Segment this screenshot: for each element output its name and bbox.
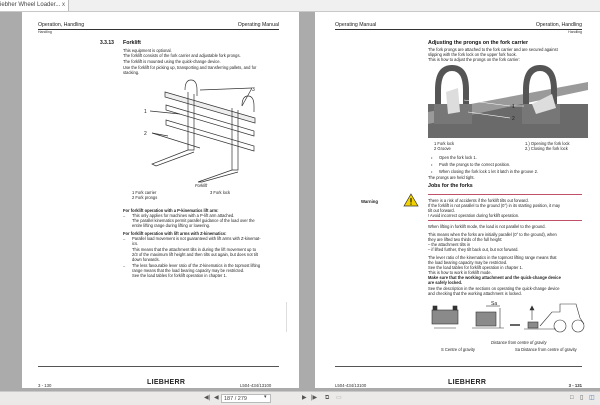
warning-line: ! Avoid incorrect operation during forklift operation. — [428, 213, 520, 218]
steps-result: The prongs are held tight. — [428, 175, 475, 180]
section-number: 3.3.13 — [100, 40, 114, 46]
centre-of-gravity-diagram — [428, 298, 588, 338]
page-dropdown-icon[interactable]: ▾ — [264, 394, 267, 400]
step-line: Push the prongs to the correct position. — [439, 162, 511, 167]
step-line: When closing the fork lock 1 let it latch in the groove 2. — [439, 169, 538, 174]
page-copy-icon[interactable]: ⧉ — [325, 395, 330, 401]
section-title: Forklift — [123, 40, 141, 46]
body-line: This means that the attachment tilts in during the lift movement up to — [132, 247, 257, 252]
intro-line: The forklift consists of the fork carrier and adjustable fork prongs. — [123, 53, 241, 58]
bold-instruction: are safely locked. — [428, 280, 463, 285]
next-page-button[interactable]: ▶ — [302, 395, 307, 401]
bullet-dot: • — [431, 155, 433, 160]
bottom-toolbar — [0, 391, 600, 405]
legend-item: 2.) Closing the fork lock — [525, 146, 568, 151]
body-line: ics. — [132, 241, 139, 246]
callout-1: 1 — [144, 109, 147, 115]
page-header-right: Operating Manual — [237, 22, 279, 28]
warning-triangle-icon — [403, 193, 419, 207]
body-line: and checking that the working attachment is locked. — [428, 291, 522, 296]
first-page-button[interactable]: ◀| — [204, 395, 211, 401]
figure-caption: Forklift — [195, 183, 208, 188]
intro-line: This equipment is optional. — [123, 48, 172, 53]
body-line: – the attachment tilts in — [428, 242, 471, 247]
jobs-title: Jobs for the forks — [428, 183, 473, 189]
body-line: This means when the forks are initially parallel (0° to the ground), when — [428, 232, 557, 237]
continuous-view-icon[interactable]: ▯ — [580, 395, 584, 401]
body-line: – if lifted further, they tilt back out, but not forward. — [428, 247, 519, 252]
legend-item: 2 Fork prongs — [132, 195, 158, 200]
body-line: The less favourable lever ratio of the Z-kinematics in the topmost lifting — [132, 263, 261, 268]
body-line: Parallel load movement is not guaranteed with lift arms with Z-kinemat- — [132, 236, 261, 241]
legend-item: 1.) Opening the fork lock — [525, 141, 570, 146]
page-number-input[interactable]: 187 / 279 — [221, 394, 271, 403]
intro-line: stacking. — [123, 70, 140, 75]
footer-page-number: 3 - 130 — [38, 383, 52, 388]
body-line: This is how to work in forklift mode. — [428, 270, 492, 275]
footer-rule — [38, 366, 279, 367]
bullet-dot: • — [431, 169, 433, 174]
legend-item: Sa Distance from centre of gravity — [515, 347, 577, 352]
photo-label-step1: 1.) — [446, 84, 452, 90]
prev-page-button[interactable]: ◀ — [214, 395, 219, 401]
body-line: The fork prongs are attached to the fork carrier and are secured against — [428, 47, 558, 52]
bold-instruction: Make sure that the working attachment and the quick-change device — [428, 275, 561, 280]
liebherr-logo: LIEBHERR — [147, 379, 186, 386]
single-page-view-icon[interactable]: □ — [570, 395, 574, 401]
body-line: See the load tables for forklift operation in chapter 1. — [132, 273, 227, 278]
body-line: the load bearing capacity may be restricted. — [428, 260, 508, 265]
bullet-dot: • — [431, 162, 433, 167]
warning-top-rule — [428, 194, 582, 195]
adjust-title: Adjusting the prongs on the fork carrier — [428, 40, 529, 46]
body-line: they are lifted two thirds of the full height: — [428, 237, 503, 242]
dash-bullet: – — [123, 213, 126, 218]
tab-bar — [0, 0, 600, 12]
warning-line: tilt out forward. — [428, 208, 455, 213]
figure-caption: Distance from centre of gravity — [491, 340, 547, 345]
footer-doc-number: L504-434/13100 — [335, 383, 367, 388]
last-page-button[interactable]: |▶ — [311, 395, 318, 401]
body-line: This is how to adjust the prongs on the fork carrier: — [428, 57, 520, 62]
footer-rule — [335, 366, 582, 367]
footer-page-number: 3 - 131 — [568, 383, 582, 388]
warning-label: Warning — [361, 199, 379, 204]
legend-item: 1 Fork lock — [434, 141, 455, 146]
sa-label: Sa — [491, 301, 498, 307]
z-kinematics-title: For forklift operation with lift arms with Z-kinematics: — [123, 231, 227, 236]
dash-bullet: – — [123, 236, 126, 241]
intro-line: Use the forklift for picking up, transporting and transferring pallets, and for — [123, 65, 257, 70]
body-line: 2/3 of the maximum lift height and then tilts out again, but does not tilt — [132, 252, 258, 257]
close-tab-icon[interactable]: x — [62, 2, 65, 8]
photo-callout-2: 2 — [512, 116, 515, 122]
body-line: When lifting in forklift mode, the load is not parallel to the ground. — [428, 224, 546, 229]
warning-bottom-rule — [428, 220, 582, 221]
page-right — [315, 12, 600, 388]
body-line: entire lifting range during lifting or lowering. — [132, 223, 211, 228]
warning-line: If the forklift is not parallel to the ground (0°) in its starting position, it may — [428, 203, 561, 208]
margin-id-mark — [286, 302, 287, 332]
fork-lock-photos — [428, 64, 588, 138]
footer-doc-number: L504-434/13100 — [240, 383, 272, 388]
step-line: Open the fork lock 1. — [439, 155, 477, 160]
forklift-diagram — [130, 78, 290, 183]
document-tab[interactable] — [0, 0, 69, 11]
body-line: See the load tables for forklift operation in chapter 1. — [428, 265, 523, 270]
page-header-left: Operation, Handling — [38, 22, 85, 28]
tab-title: iebher Wheel Loader... — [0, 2, 61, 8]
intro-line: The forklift is mounted using the quick-change device. — [123, 59, 221, 64]
legend-item: 1 Fork carrier — [132, 190, 157, 195]
callout-3: 3 — [252, 87, 255, 93]
liebherr-logo: LIEBHERR — [448, 379, 487, 386]
callout-2: 2 — [144, 131, 147, 137]
p-kinematics-title: For forklift operation with a P-kinematics lift arm: — [123, 208, 219, 213]
body-line: The parallel kinematics permit parallel guidance of the load over the — [132, 218, 255, 223]
body-line: This only applies for machines with a P-lift arm attached. — [132, 213, 235, 218]
page-left — [22, 12, 299, 388]
legend-item: 3 Fork lock — [210, 190, 231, 195]
document-viewer[interactable] — [0, 12, 600, 391]
photo-callout-1: 1 — [512, 104, 515, 110]
dash-bullet: – — [123, 263, 126, 268]
header-rule — [335, 29, 582, 30]
body-line: See the description in the sections on operating the quick-change device — [428, 286, 560, 291]
warning-line: There is a risk of accidents if the forklift tilts out forward. — [428, 198, 529, 203]
two-page-view-icon[interactable]: ◫ — [589, 395, 595, 401]
page-header-sub: Handling — [568, 30, 582, 34]
body-line: down forwards. — [132, 257, 160, 262]
page-header-left: Operating Manual — [335, 22, 377, 28]
body-line: slipping with the fork lock on the upper fork hook. — [428, 52, 517, 57]
body-line: The lever ratio of the kinematics in the topmost lifting range means that — [428, 255, 557, 260]
legend-item: 2 Groove — [434, 146, 451, 151]
header-rule — [38, 29, 279, 30]
page-header-right: Operation, Handling — [535, 22, 582, 28]
page-header-sub: Handling — [38, 30, 52, 34]
page-paste-icon[interactable]: ▭ — [336, 395, 342, 401]
body-line: range means that the load bearing capacity may be restricted. — [132, 268, 245, 273]
legend-item: S Centre of gravity — [441, 347, 475, 352]
photo-label-step2: 2.) — [534, 80, 540, 86]
